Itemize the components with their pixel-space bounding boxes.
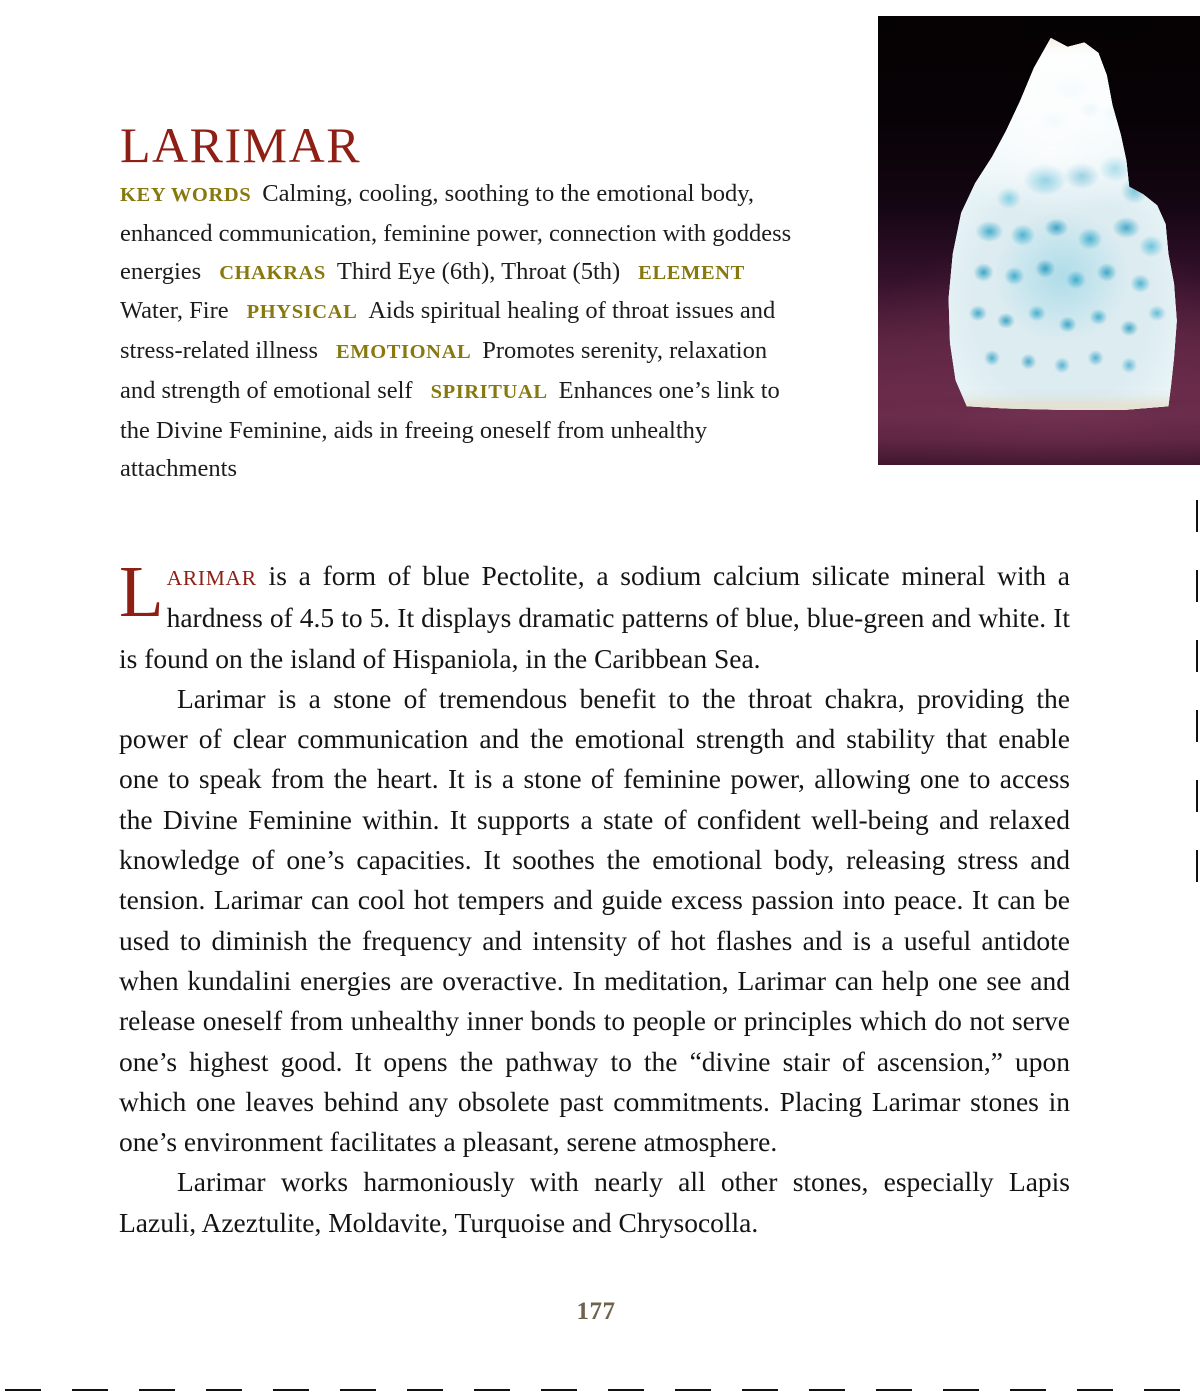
paragraph-lead-rest: is a form of blue Pectolite, a sodium calcium silicate mineral with a hardness of 4.5 to 5. It displays dramatic patterns of blue, blue-green and white. It is found on the island of Hispaniola, in the Caribbean Sea. — [119, 560, 1070, 674]
keyword-text-element: Water, Fire — [120, 297, 229, 325]
paragraph-3: Larimar works harmoniously with nearly all other stones, especially Lapis Lazuli, Azeztulite, Moldavite, Turquoise and Chrysocolla. — [119, 1166, 1070, 1238]
crop-tick-horizontal — [407, 1389, 443, 1391]
crop-tick-horizontal — [340, 1389, 376, 1391]
paragraph-lead — [119, 551, 1070, 679]
crop-tick-horizontal — [1144, 1389, 1180, 1391]
crop-tick-vertical — [1196, 640, 1198, 672]
page-title: LARIMAR — [120, 116, 362, 173]
larimar-specimen-photo — [878, 16, 1200, 465]
crop-tick-horizontal — [809, 1389, 845, 1391]
crop-tick-horizontal — [742, 1389, 778, 1391]
crop-tick-vertical — [1196, 570, 1198, 602]
crop-tick-vertical — [1196, 850, 1198, 882]
crop-tick-horizontal — [608, 1389, 644, 1391]
page-number — [0, 1298, 1200, 1326]
right-edge-crop-marks — [1186, 0, 1200, 1400]
paragraph-2: Larimar is a stone of tremendous benefit to the throat chakra, providing the power of clear communication and the emotional strength and stability that enable one to speak from the heart. It is a stone of feminine power, allowing one to access the Divine Feminine within. It supports a state of confident well-being and relaxed knowledge of one’s capacities. It soothes the emotional body, releasing stress and tension. Larimar can cool hot tempers and guide excess passion into peace. It can be used to diminish the frequency and intensity of hot flashes and is a useful antidote when kundalini energies are overactive. In meditation, Larimar can help one see and release oneself from unhealthy inner bonds to people or principles which do not serve one’s highest good. It opens the pathway to the “divine stair of ascension,” upon which one leaves behind any obsolete past commitments. Placing Larimar stones in one’s environment facilitates a pleasant, serene atmosphere. — [119, 682, 1070, 1158]
keyword-label-key-words: KEY WORDS — [120, 184, 252, 206]
keyword-text-spiritual: Enhances one’s link to the Divine Feminine, aids in freeing oneself from unhealthy attachments — [120, 376, 780, 482]
crop-tick-horizontal — [876, 1389, 912, 1391]
crop-tick-horizontal — [474, 1389, 510, 1391]
crop-tick-horizontal — [273, 1389, 309, 1391]
keyword-text-key-words: Calming, cooling, soothing to the emotional body, enhanced communication, feminine power, connection with goddess energies — [120, 180, 792, 285]
page-number-value: 177 — [576, 1298, 616, 1325]
keyword-label-element: ELEMENT — [638, 261, 745, 284]
crop-tick-horizontal — [1010, 1389, 1046, 1391]
keywords-block — [120, 175, 792, 487]
photo-shelf-shadow — [878, 402, 1200, 465]
keyword-label-spiritual: SPIRITUAL — [430, 380, 548, 403]
keyword-label-emotional: EMOTIONAL — [336, 341, 472, 364]
crop-tick-horizontal — [5, 1389, 41, 1391]
crop-tick-horizontal — [675, 1389, 711, 1391]
keyword-label-physical: PHYSICAL — [246, 301, 358, 324]
crop-tick-vertical — [1196, 710, 1198, 742]
keyword-text-physical: Aids spiritual healing of throat issues and stress-related illness — [120, 297, 776, 365]
crop-tick-horizontal — [1077, 1389, 1113, 1391]
keyword-text-chakras: Third Eye (6th), Throat (5th) — [336, 257, 621, 285]
drop-cap: L — [119, 551, 164, 632]
body-text — [119, 551, 1070, 1243]
crop-tick-vertical — [1196, 780, 1198, 812]
crop-tick-horizontal — [139, 1389, 175, 1391]
crop-tick-horizontal — [72, 1389, 108, 1391]
crop-tick-horizontal — [206, 1389, 242, 1391]
bottom-edge-crop-marks — [0, 1386, 1200, 1400]
crop-tick-horizontal — [943, 1389, 979, 1391]
crop-tick-horizontal — [541, 1389, 577, 1391]
crop-tick-vertical — [1196, 500, 1198, 532]
keyword-label-chakras: CHAKRAS — [219, 261, 326, 284]
lead-small-caps: ARIMAR — [166, 566, 257, 590]
keyword-text-emotional: Promotes serenity, relaxation and strength of emotional self — [120, 337, 768, 404]
